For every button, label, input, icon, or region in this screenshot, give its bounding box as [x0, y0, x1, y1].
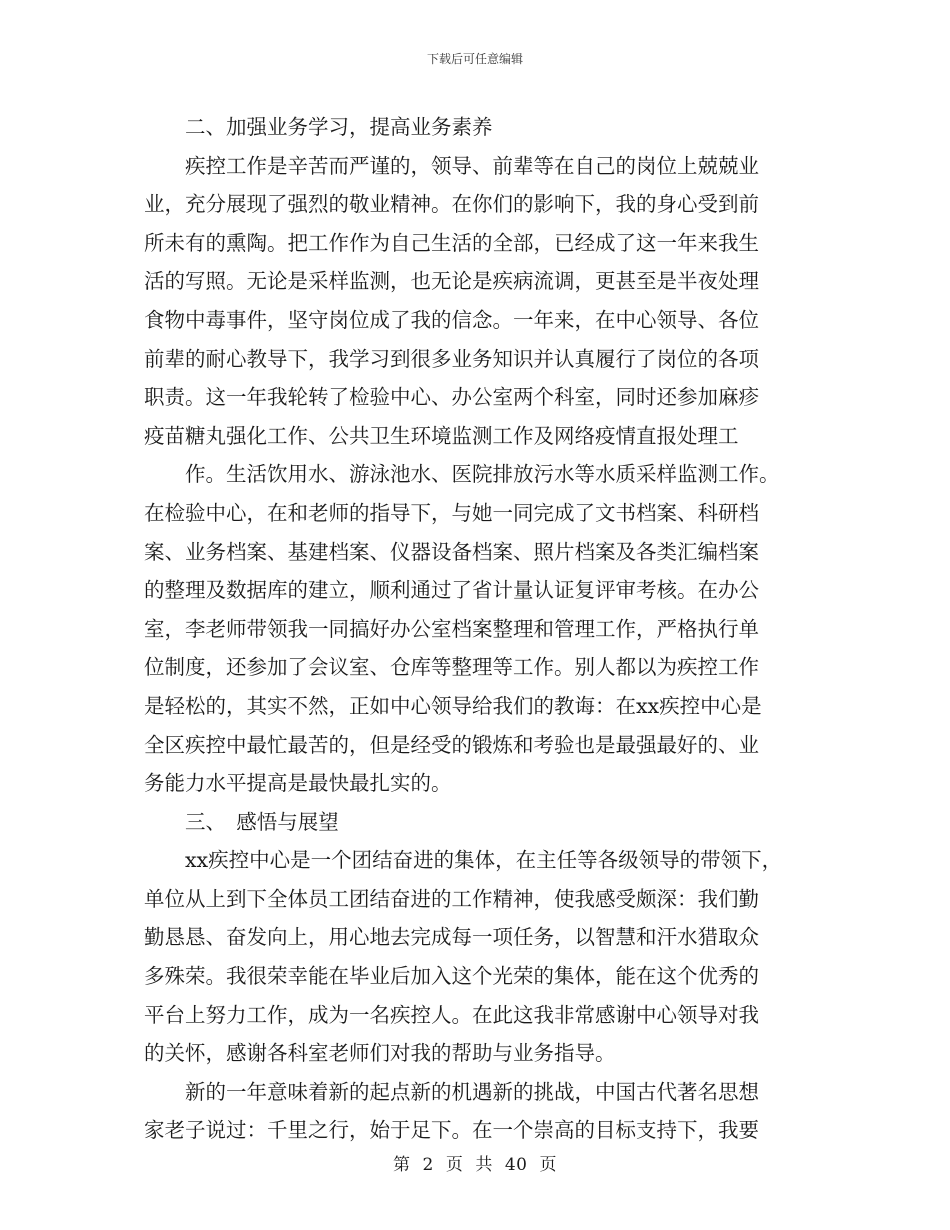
paragraph-line: 职责。这一年我轮转了检验中心、办公室两个科室，同时还参加麻疹 [144, 385, 759, 410]
paragraph-line: 新的一年意味着新的起点新的机遇新的挑战，中国古代著名思想 [185, 1079, 759, 1104]
page-header: 下载后可任意编辑 [426, 52, 523, 66]
paragraph-line: 家老子说过：千里之行，始于足下。在一个崇高的目标支持下，我要 [144, 1118, 759, 1143]
paragraph-line: 的整理及数据库的建立，顺利通过了省计量认证复评审考核。在办公 [144, 578, 759, 603]
paragraph-line: 单位从上到下全体员工团结奋进的工作精神，使我感受颇深：我们勤 [144, 886, 759, 911]
paragraph-line: 位制度，还参加了会议室、仓库等整理等工作。别人都以为疾控工作 [144, 655, 759, 680]
paragraph-line: 所未有的熏陶。把工作作为自己生活的全部，已经成了这一年来我生 [144, 230, 759, 255]
page-current: 2 [422, 1155, 434, 1175]
paragraph-line: 全区疾控中最忙最苦的，但是经受的锻炼和考验也是最强最好的、业 [144, 732, 759, 757]
document-body [144, 108, 814, 1150]
paragraph-line: 活的写照。无论是采样监测，也无论是疾病流调，更甚至是半夜处理 [144, 269, 759, 294]
total-unit: 页 [539, 1155, 557, 1175]
paragraph-line: 疾控工作是辛苦而严谨的，领导、前辈等在自己的岗位上兢兢业 [185, 153, 759, 178]
page-unit: 页 [445, 1155, 464, 1175]
paragraph-line: 多殊荣。我很荣幸能在毕业后加入这个光荣的集体，能在这个优秀的 [144, 964, 759, 989]
paragraph-line: 食物中毒事件，坚守岗位成了我的信念。一年来，在中心领导、各位 [144, 307, 759, 332]
paragraph-line: 案、业务档案、基建档案、仪器设备档案、照片档案及各类汇编档案 [144, 539, 759, 564]
paragraph-line: 是轻松的，其实不然，正如中心领导给我们的教诲：在xx疾控中心是 [144, 693, 762, 718]
paragraph-line: 室，李老师带领我一同搞好办公室档案整理和管理工作，严格执行单 [144, 616, 759, 641]
paragraph-line: 勤恳恳、奋发向上，用心地去完成每一项任务，以智慧和汗水猎取众 [144, 925, 759, 950]
paragraph-line: 作。生活饮用水、游泳池水、医院排放污水等水质采样监测工作。 [185, 462, 780, 487]
page-footer [0, 1150, 950, 1175]
section-heading: 二、加强业务学习，提高业务素养 [185, 115, 493, 139]
page-total: 40 [504, 1155, 528, 1175]
paragraph-line: 的关怀，感谢各科室老师们对我的帮助与业务指导。 [144, 1041, 616, 1066]
total-label: 共 [475, 1155, 493, 1175]
section-heading: 三、 感悟与展望 [185, 809, 339, 834]
paragraph-line: 业，充分展现了强烈的敬业精神。在你们的影响下，我的身心受到前 [144, 192, 759, 217]
paragraph-line: xx疾控中心是一个团结奋进的集体，在主任等各级领导的带领下， [185, 848, 783, 873]
paragraph-line: 务能力水平提高是最快最扎实的。 [144, 771, 452, 796]
paragraph-line: 前辈的耐心教导下，我学习到很多业务知识并认真履行了岗位的各项 [144, 346, 759, 371]
paragraph-line: 平台上努力工作，成为一名疾控人。在此这我非常感谢中心领导对我 [144, 1002, 759, 1027]
page-label: 第 [393, 1155, 411, 1175]
paragraph-line: 在检验中心，在和老师的指导下，与她一同完成了文书档案、科研档 [144, 500, 759, 525]
paragraph-line: 疫苗糖丸强化工作、公共卫生环境监测工作及网络疫情直报处理工 [144, 423, 739, 448]
